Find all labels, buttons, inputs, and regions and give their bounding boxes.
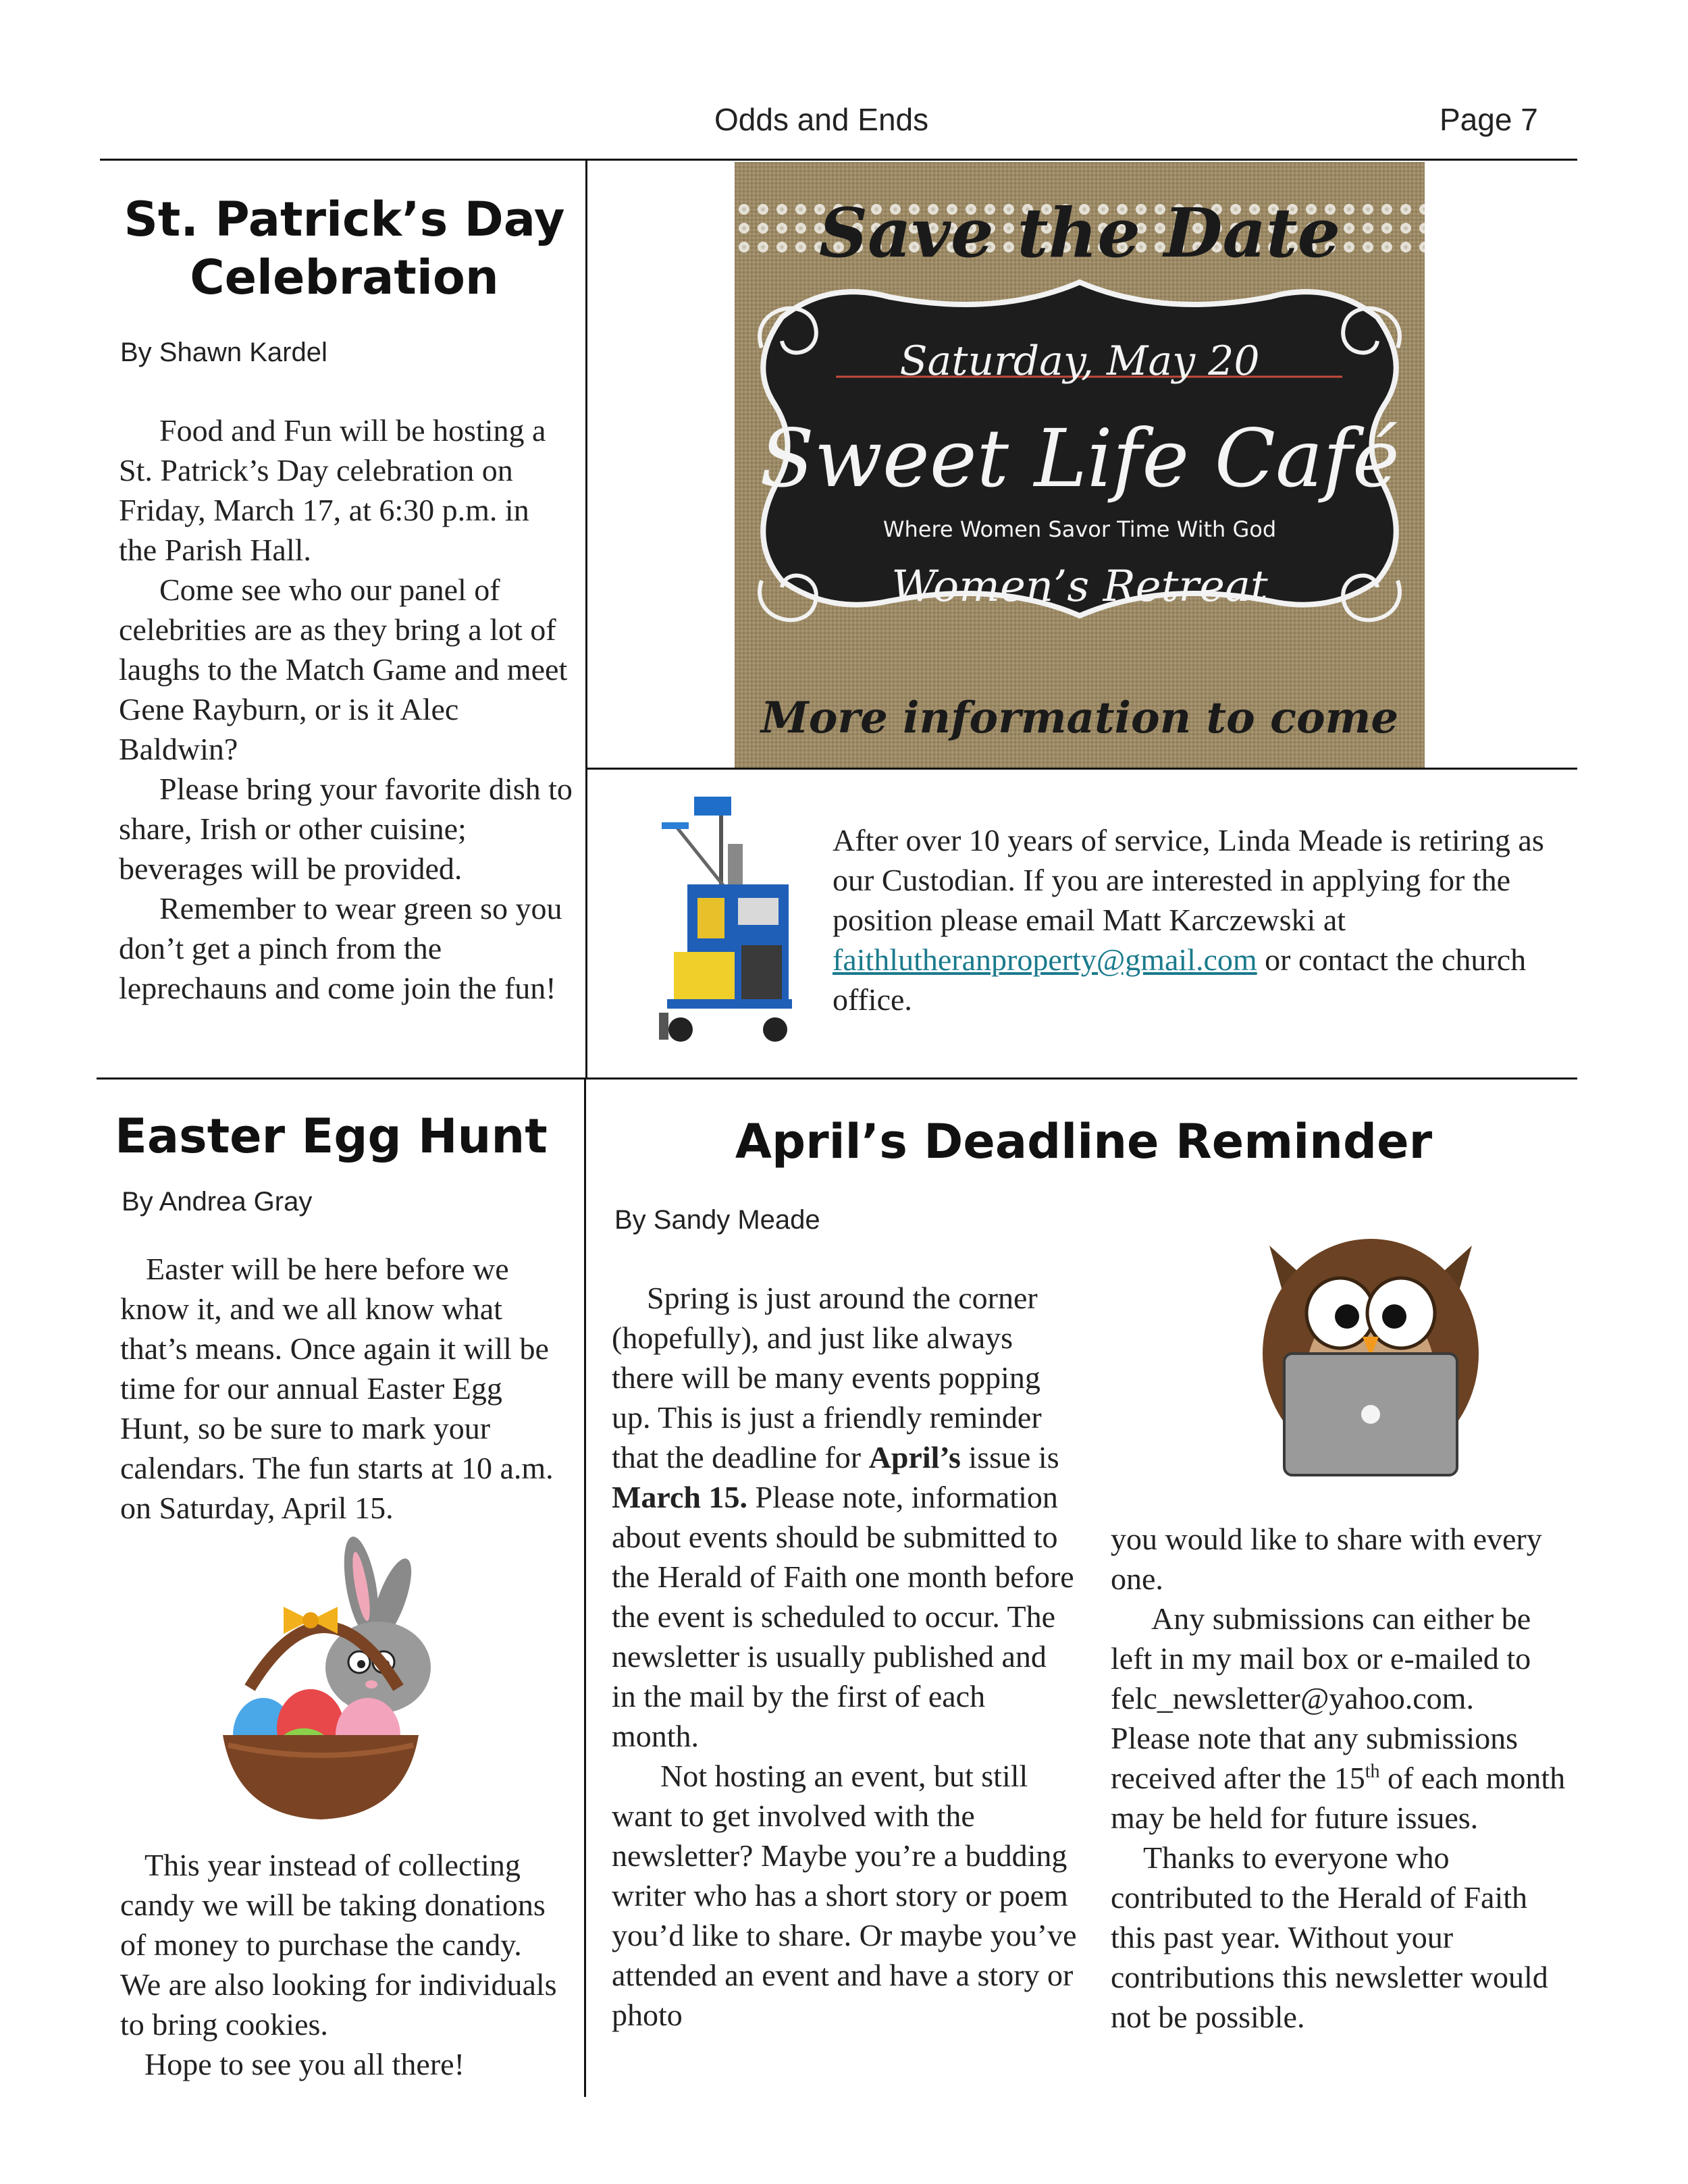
patrick-byline: By Shawn Kardel — [120, 338, 327, 367]
custodian-paragraph — [833, 820, 1568, 1019]
deadline-text: Please note, information about events should be submitted to the Herald of Faith one month before the event is scheduled to occur. The newsletter is usually published and in the mail by the first of each month. — [612, 1480, 1074, 1753]
cafe-name: Sweet Life Café — [760, 412, 1400, 505]
more-info-note: More information to come — [760, 693, 1399, 743]
deadline-text: Please note that any submissions received after the 15 — [1111, 1721, 1519, 1795]
custodian-email-link[interactable]: faithlutheranproperty@gmail.com — [833, 942, 1257, 977]
deadline-body-col2 — [1111, 1519, 1577, 2037]
deadline-paragraph: you would like to share with every one. — [1111, 1522, 1542, 1596]
patrick-body — [119, 410, 573, 1008]
patrick-paragraph: Come see who our panel of celebrities are as they bring a lot of laughs to the Match Game and meet Gene Rayburn, or is it Alec Baldwin? — [119, 572, 568, 766]
save-the-date-heading: Save the Date — [818, 193, 1341, 273]
custodian-text-after: or contact the church office. — [833, 942, 1527, 1017]
retreat-label: Women’s Retreat — [891, 562, 1268, 612]
patrick-paragraph: Food and Fun will be hosting a St. Patrick’s Day celebration on Friday, March 17, at 6:30 p.m. in the Parish Hall. — [119, 413, 546, 567]
bunny-basket-illustration — [209, 1533, 432, 1836]
owl-laptop-illustration — [1242, 1219, 1499, 1482]
patrick-title-line2: Celebration — [190, 250, 499, 305]
easter-paragraph: Easter will be here before we know it, and we all know what that’s means. Once again it will be time for our annual Easter Egg Hunt, so be sure to mark your calendars. The fun starts at 10 a.m. on Saturday, April 15. — [120, 1252, 554, 1525]
deadline-text: issue is — [960, 1440, 1059, 1474]
save-the-date-banner — [735, 162, 1425, 768]
deadline-paragraph: Any submissions can either be left in my mail box or e-mailed to felc_newsletter@yahoo.com. — [1111, 1601, 1531, 1715]
deadline-paragraph — [612, 1278, 1078, 1756]
custodian-text-before: After over 10 years of service, Linda Meade is retiring as our Custodian. If you are interested in applying for the position please email Matt Karczewski at — [833, 823, 1544, 937]
patrick-paragraph: Please bring your favorite dish to share, Irish or other cuisine; beverages will be provided. — [119, 772, 573, 886]
cafe-tagline: Where Women Savor Time With God — [882, 516, 1277, 542]
patrick-title — [108, 190, 581, 307]
easter-paragraph: Hope to see you all there! — [144, 2047, 465, 2081]
deadline-date: March 15. — [612, 1480, 748, 1514]
easter-title: Easter Egg Hunt — [115, 1109, 548, 1164]
easter-body — [120, 1249, 559, 1528]
deadline-paragraph: Thanks to everyone who contributed to the Herald of Faith this past year. Without your contributions this newsletter would not be possible. — [1111, 1840, 1548, 2034]
banner-bottom-rule — [586, 768, 1577, 770]
middle-rule — [97, 1077, 1577, 1080]
easter-body-continued — [120, 1845, 559, 2084]
deadline-byline: By Sandy Meade — [614, 1205, 820, 1235]
deadline-body-col1 — [612, 1278, 1078, 2035]
custodian-notice — [833, 820, 1568, 1019]
patrick-title-line1: St. Patrick’s Day — [124, 192, 565, 247]
column-divider-top — [585, 159, 587, 1079]
janitor-cart-illustration — [654, 797, 795, 1060]
deadline-paragraph: Not hosting an event, but still want to get involved with the newsletter? Maybe you’re a budding writer who has a short story or poem you’d like to share. Or maybe you’ve attended an event and have a story or photo — [612, 1759, 1077, 2032]
header-rule — [100, 159, 1577, 161]
event-date: Saturday, May 20 — [899, 338, 1260, 385]
column-divider-bottom — [584, 1079, 586, 2097]
deadline-month: April’s — [868, 1440, 961, 1474]
deadline-text: of each month may be held for future issues. — [1111, 1761, 1566, 1835]
easter-paragraph: This year instead of collecting candy we will be taking donations of money to purchase the candy. We are also looking for individuals to bring cookies. — [120, 1848, 557, 2042]
deadline-superscript: th — [1365, 1761, 1380, 1782]
section-title: Odds and Ends — [714, 102, 929, 137]
page-number: Page 7 — [1440, 102, 1538, 137]
deadline-text: Spring is just around the corner (hopefully), and just like always there will be many events popping up. This is just a friendly reminder that the deadline for — [612, 1281, 1042, 1474]
deadline-paragraph — [1111, 1718, 1577, 1838]
deadline-title: April’s Deadline Reminder — [735, 1114, 1433, 1169]
easter-byline: By Andrea Gray — [122, 1187, 313, 1217]
patrick-paragraph: Remember to wear green so you don’t get a pinch from the leprechauns and come join the fun! — [119, 891, 562, 1005]
